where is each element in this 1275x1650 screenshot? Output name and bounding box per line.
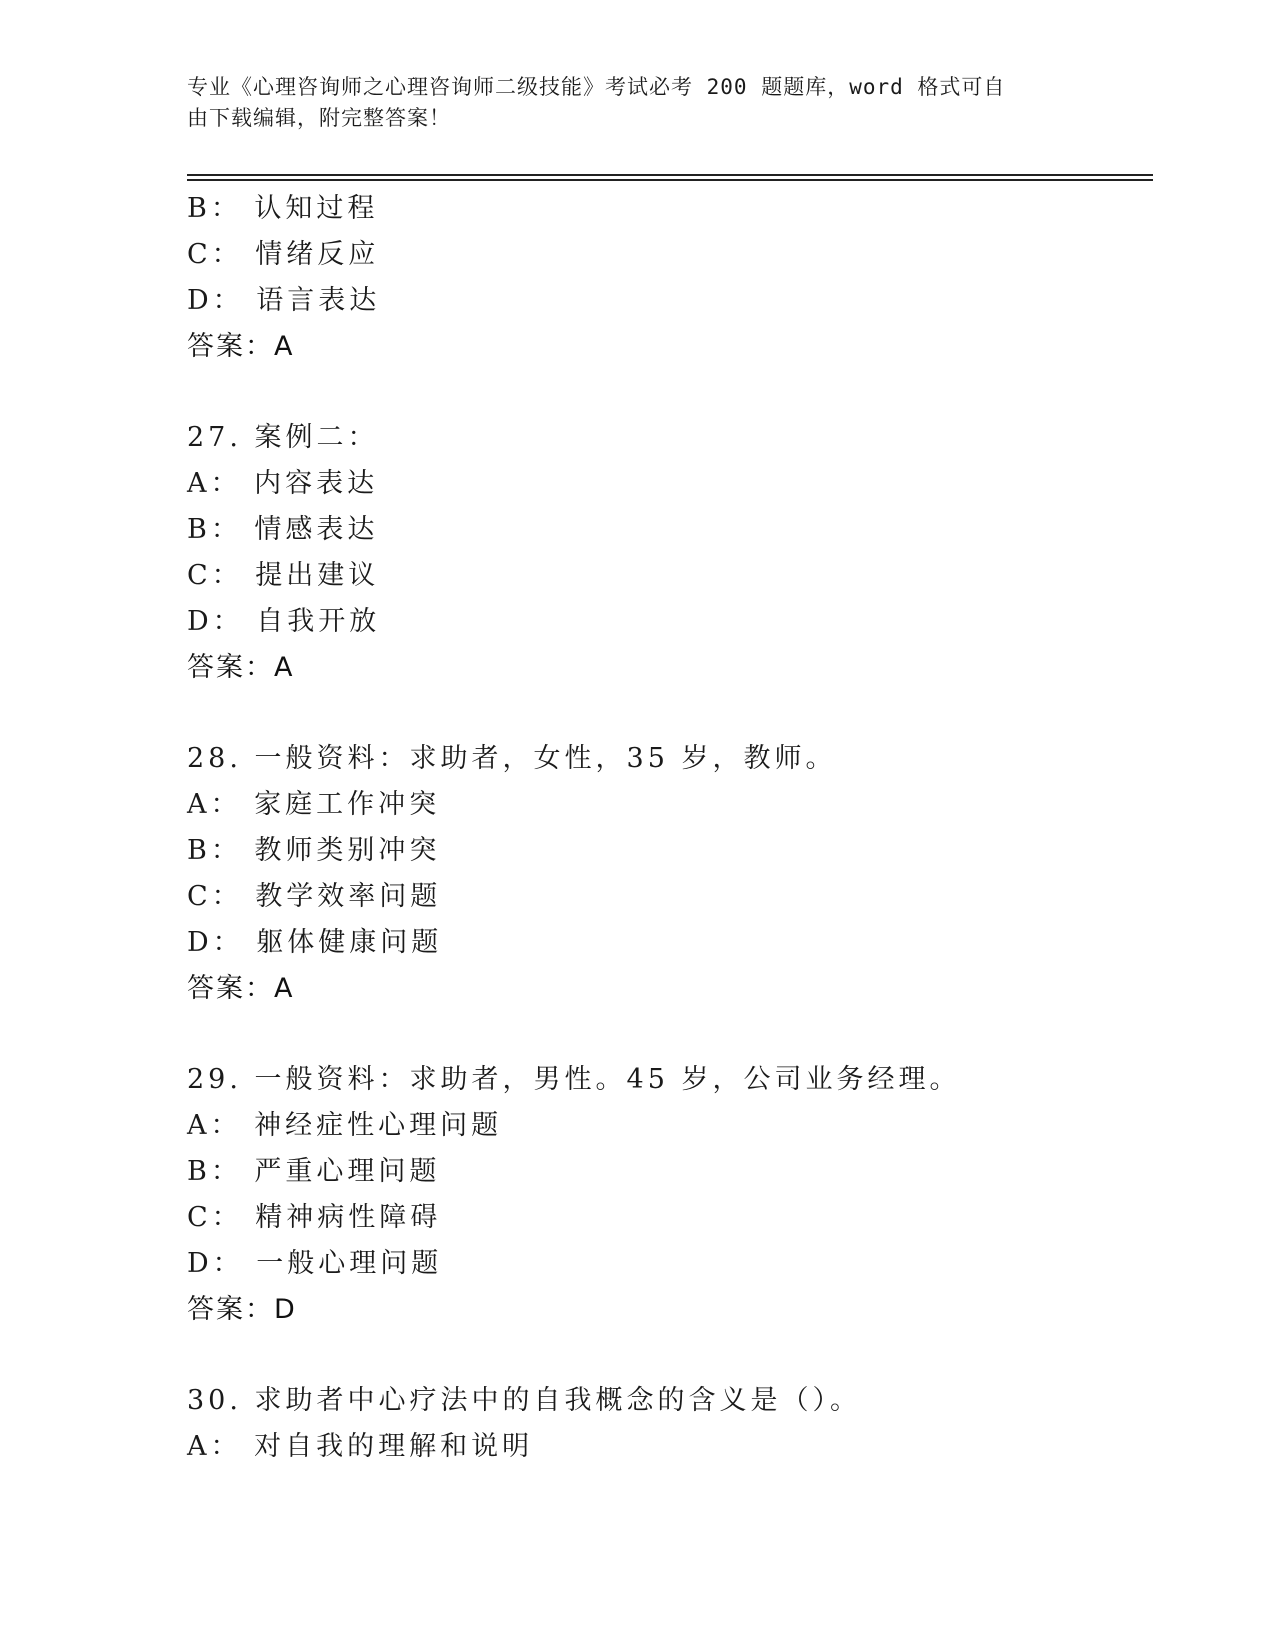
spacer [187, 691, 1147, 736]
answer-label: 答案：A [187, 331, 295, 362]
question-stem: 27. 案例二： [187, 422, 379, 453]
option-b: B： 认知过程 [187, 193, 379, 224]
option-a: A： 家庭工作冲突 [187, 789, 441, 820]
header-line-2: 由下载编辑，附完整答案！ [187, 106, 451, 130]
option-a: A： 内容表达 [187, 468, 379, 499]
option-a: A： 对自我的理解和说明 [187, 1431, 534, 1462]
header-divider-bottom [187, 179, 1153, 181]
question-list [187, 186, 1147, 1470]
option-a: A： 神经症性心理问题 [187, 1110, 503, 1141]
option-c: C： 情绪反应 [187, 239, 380, 270]
header-divider-top [187, 174, 1153, 176]
option-b: B： 严重心理问题 [187, 1156, 441, 1187]
option-c: C： 提出建议 [187, 560, 380, 591]
question-27 [187, 415, 1147, 691]
spacer [187, 1012, 1147, 1057]
option-d: D： 语言表达 [187, 285, 381, 316]
question-stem: 28. 一般资料：求助者，女性，35 岁，教师。 [187, 743, 837, 774]
option-d: D： 躯体健康问题 [187, 927, 443, 958]
option-c: C： 精神病性障碍 [187, 1202, 442, 1233]
option-c: C： 教学效率问题 [187, 881, 442, 912]
question-26-continued [187, 186, 1147, 370]
answer-label: 答案：A [187, 973, 295, 1004]
question-stem: 30. 求助者中心疗法中的自我概念的含义是（）。 [187, 1385, 862, 1416]
option-b: B： 教师类别冲突 [187, 835, 441, 866]
question-28 [187, 736, 1147, 1012]
question-30 [187, 1378, 1147, 1470]
option-b: B： 情感表达 [187, 514, 379, 545]
header-line-1: 专业《心理咨询师之心理咨询师二级技能》考试必考 200 题题库，word 格式可自 [187, 75, 1006, 99]
question-stem: 29. 一般资料：求助者，男性。45 岁，公司业务经理。 [187, 1064, 961, 1095]
spacer [187, 370, 1147, 415]
option-d: D： 一般心理问题 [187, 1248, 443, 1279]
answer-label: 答案：A [187, 652, 295, 683]
document-header [187, 72, 1067, 134]
spacer [187, 1333, 1147, 1378]
option-d: D： 自我开放 [187, 606, 381, 637]
question-29 [187, 1057, 1147, 1333]
answer-label: 答案：D [187, 1294, 297, 1325]
